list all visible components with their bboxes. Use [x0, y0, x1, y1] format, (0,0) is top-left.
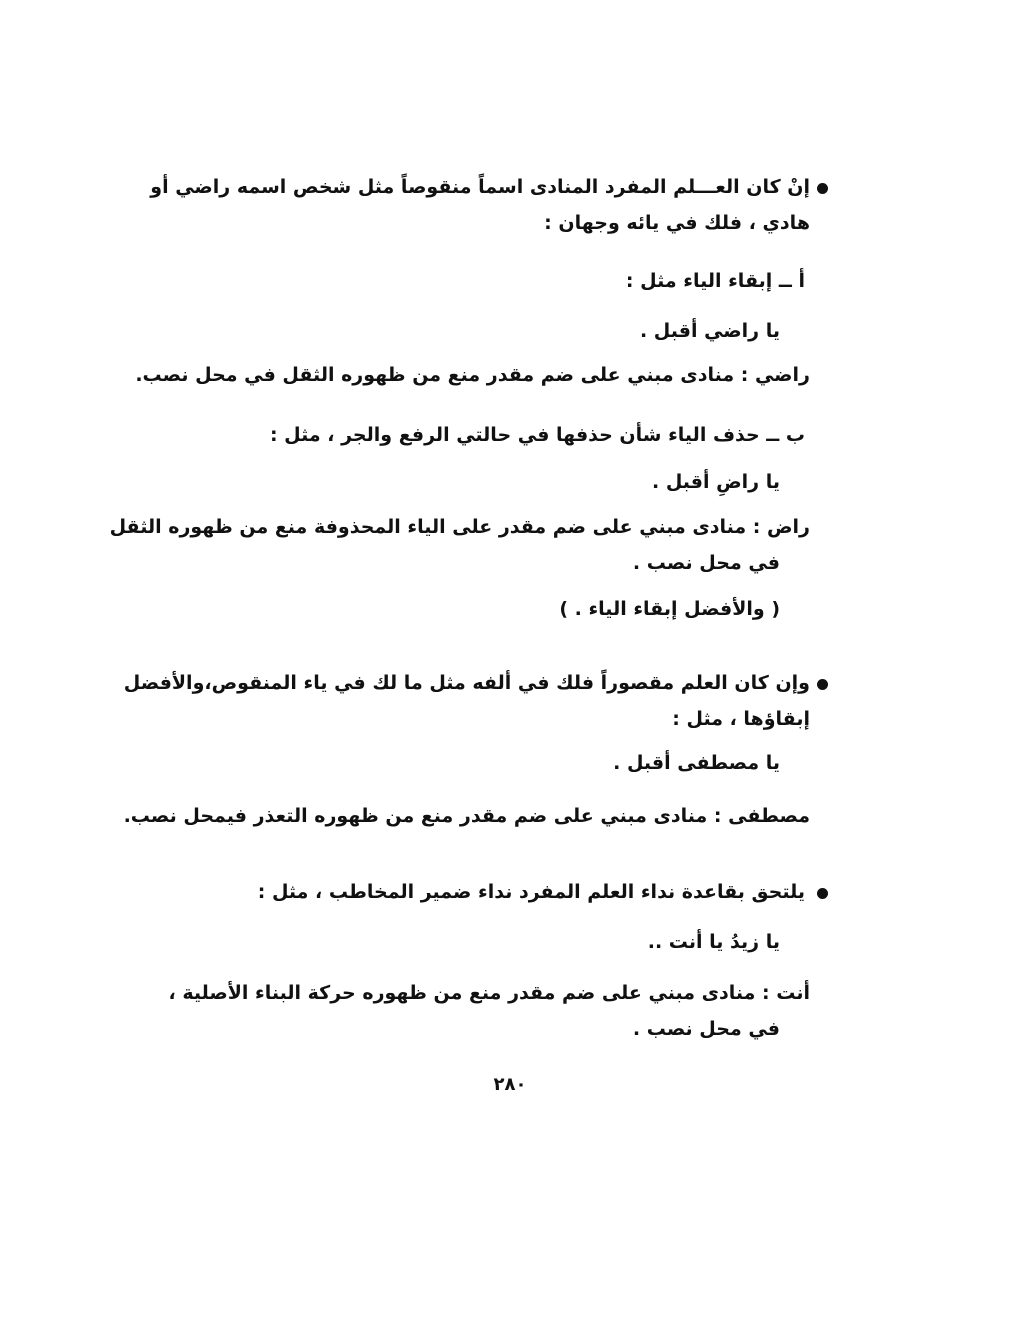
page-number: ٢٨٠ — [493, 1074, 527, 1095]
parsing-line: في محل نصب . — [632, 1018, 780, 1040]
paragraph-line: هادي ، فلك في يائه وجهان : — [544, 212, 810, 234]
bullet-icon — [817, 183, 828, 194]
example-line: يا زيدُ يا أنت .. — [647, 931, 780, 953]
parsing-line: راض : منادى مبني على ضم مقدر على الياء المحذوفة منع من ظهوره الثقل — [109, 516, 810, 538]
bullet-icon — [817, 888, 828, 899]
note-line: ( والأفضل إبقاء الياء . ) — [559, 598, 780, 620]
paragraph-line: يلتحق بقاعدة نداء العلم المفرد نداء ضمير المخاطب ، مثل : — [257, 881, 805, 903]
example-line: يا راضي أقبل . — [639, 320, 780, 342]
option-heading: أ ــ إبقاء الياء مثل : — [625, 270, 805, 292]
paragraph-line: وإن كان العلم مقصوراً فلك في ألفه مثل ما لك في ياء المنقوص،والأفضل — [123, 672, 810, 694]
example-line: يا راضِ أقبل . — [651, 471, 780, 493]
parsing-line: راضي : منادى مبني على ضم مقدر منع من ظهوره الثقل في محل نصب. — [135, 364, 810, 386]
example-line: يا مصطفى أقبل . — [613, 752, 780, 774]
bullet-icon — [817, 679, 828, 690]
parsing-line: في محل نصب . — [632, 552, 780, 574]
parsing-line: أنت : منادى مبني على ضم مقدر منع من ظهوره حركة البناء الأصلية ، — [168, 982, 810, 1004]
parsing-line: مصطفى : منادى مبني على ضم مقدر منع من ظهوره التعذر فيمحل نصب. — [123, 805, 810, 827]
option-heading: ب ــ حذف الياء شأن حذفها في حالتي الرفع والجر ، مثل : — [269, 424, 805, 446]
paragraph-line: إبقاؤها ، مثل : — [672, 708, 810, 730]
paragraph-line: إنْ كان العـــلم المفرد المنادى اسماً منقوصاً مثل شخص اسمه راضي أو — [150, 176, 810, 198]
